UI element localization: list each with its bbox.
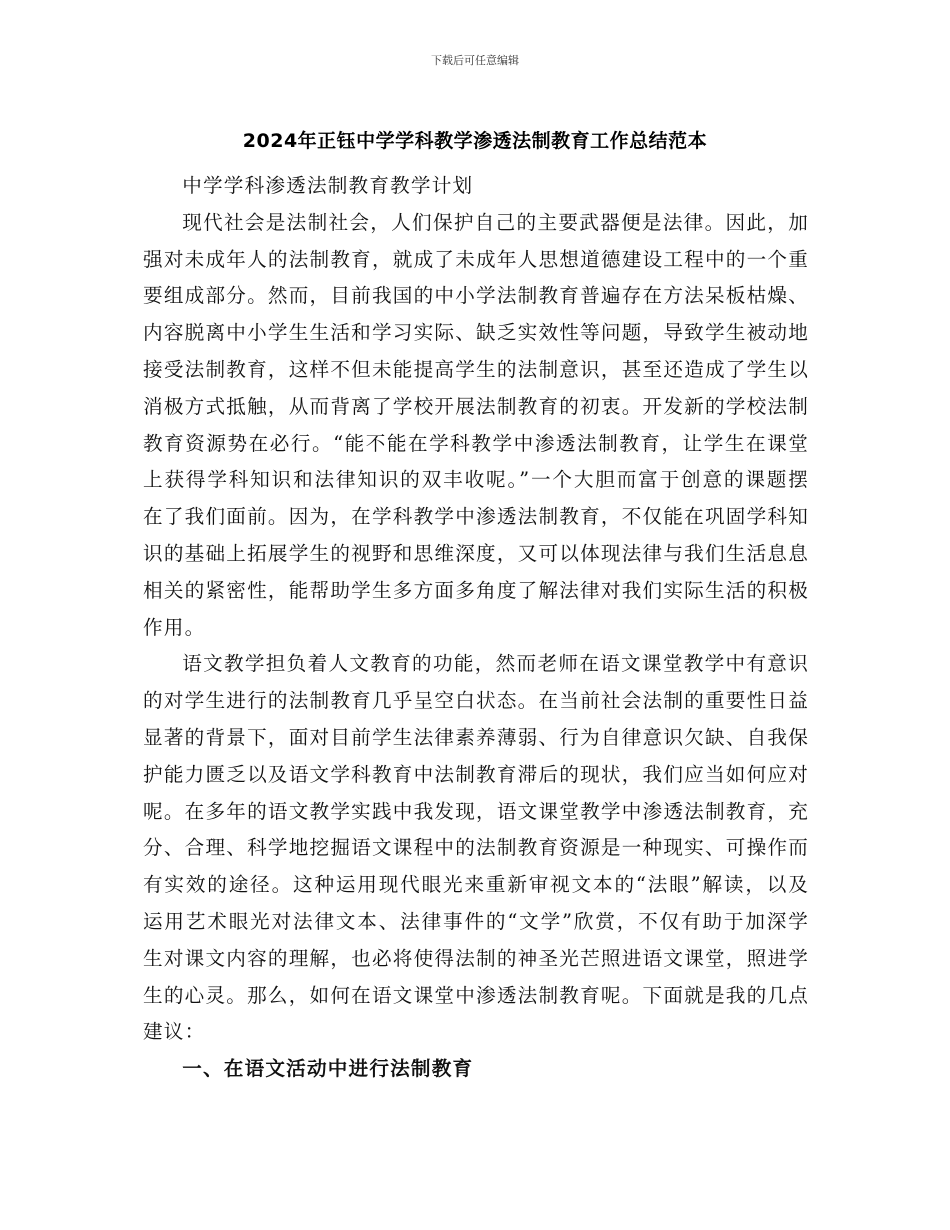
document-title: 2024年正钰中学学科教学渗透法制教育工作总结范本 (242, 130, 708, 152)
body-paragraph: 语文教学担负着人文教育的功能，然而老师在语文课堂教学中有意识的对学生进行的法制教育几乎呈空白状态。在当前社会法制的重要性日益显著的背景下，面对目前学生法律素养薄弱、行为自律意识欠缺、自我保护能力匮乏以及语文学科教育中法制教育滞后的现状，我们应当如何应对呢。在多年的语文教学实践中我发现，语文课堂教学中渗透法制教育，充分、合理、科学地挖掘语文课程中的法制教育资源是一种现实、可操作而有实效的途径。这种运用现代眼光来重新审视文本的“法眼”解读，以及运用艺术眼光对法律文本、法律事件的“文学”欣赏，不仅有助于加深学生对课文内容的理解，也必将使得法制的神圣光芒照进语文课堂，照进学生的心灵。那么，如何在语文课堂中渗透法制教育呢。下面就是我的几点建议： (143, 652, 809, 1044)
document-subtitle: 中学学科渗透法制教育教学计划 (182, 174, 474, 197)
document-body (143, 168, 809, 1088)
header-note: 下载后可任意编辑 (431, 54, 519, 67)
body-paragraph: 现代社会是法制社会，人们保护自己的主要武器便是法律。因此，加强对未成年人的法制教育，就成了未成年人思想道德建设工程中的一个重要组成部分。然而，目前我国的中小学法制教育普遍存在方法呆板枯燥、内容脱离中小学生生活和学习实际、缺乏实效性等问题，导致学生被动地接受法制教育，这样不但未能提高学生的法制意识，甚至还造成了学生以消极方式抵触，从而背离了学校开展法制教育的初衷。开发新的学校法制教育资源势在必行。“能不能在学科教学中渗透法制教育，让学生在课堂上获得学科知识和法律知识的双丰收呢。”一个大胆而富于创意的课题摆在了我们面前。因为，在学科教学中渗透法制教育，不仅能在巩固学科知识的基础上拓展学生的视野和思维深度，又可以体现法律与我们生活息息相关的紧密性，能帮助学生多方面多角度了解法律对我们实际生活的积极作用。 (143, 210, 809, 639)
section-heading: 一、在语文活动中进行法制教育 (182, 1057, 474, 1081)
